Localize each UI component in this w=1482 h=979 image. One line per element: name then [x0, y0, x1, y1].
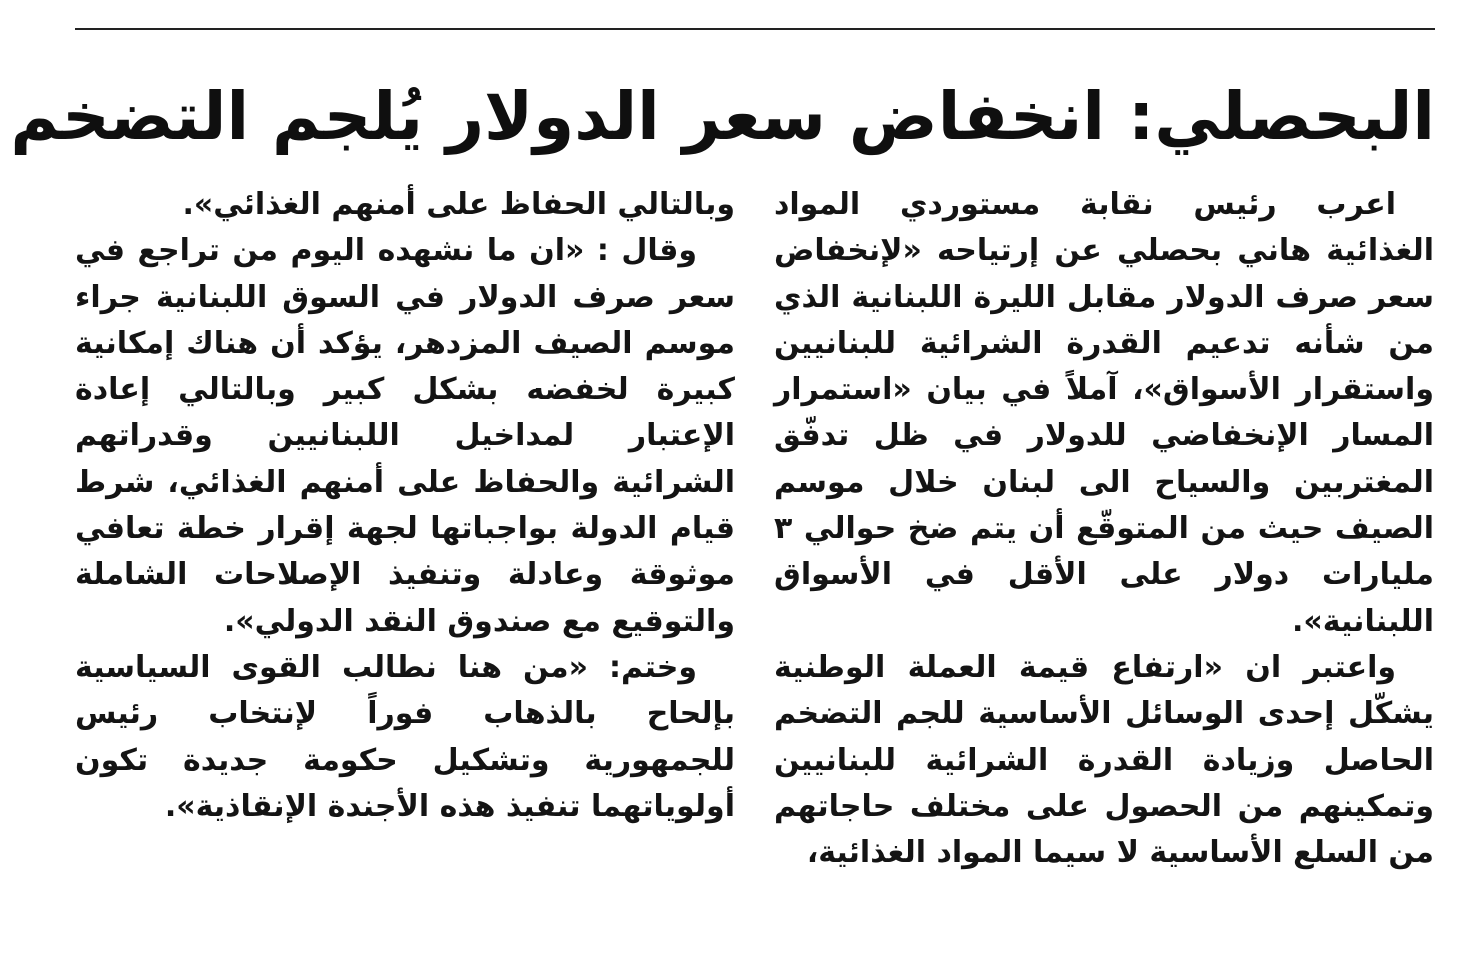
paragraph: وبالتالي الحفاظ على أمنهم الغذائي». — [182, 187, 735, 222]
article-column-right — [774, 182, 1434, 876]
paragraph: اعرب رئيس نقابة مستوردي المواد الغذائية هاني بحصلي عن إرتياحه «لإنخفاض سعر صرف الدولار مقابل الليرة اللبنانية الذي من شأنه تدعيم القدرة الشرائية للبنانيين واستقرار الأسواق»، آملاً في بيان «استمرار المسار الإنخفاضي للدولار في ظل تدفّق المغتربين والسياح الى لبنان خلال موسم الصيف حيث من المتوقّع أن يتم ضخ حوالي ٣ مليارات دولار على الأقل في الأسواق اللبنانية». — [774, 187, 1434, 639]
paragraph: وختم: «من هنا نطالب القوى السياسية بإلحاح بالذهاب فوراً لإنتخاب رئيس للجمهورية وتشكيل حكومة جديدة تكون أولوياتهما تنفيذ هذه الأجندة الإنقاذية». — [75, 649, 735, 824]
paragraph: وقال : «ان ما نشهده اليوم من تراجع في سعر صرف الدولار في السوق اللبنانية جراء موسم الصيف المزدهر، يؤكد أن هناك إمكانية كبيرة لخفضه بشكل كبير وبالتالي إعادة الإعتبار لمداخيل اللبنانيين وقدراتهم الشرائية والحفاظ على أمنهم الغذائي، شرط قيام الدولة بواجباتها لجهة إقرار خطة تعافي موثوقة وعادلة وتنفيذ الإصلاحات الشاملة والتوقيع مع صندوق النقد الدولي». — [75, 233, 735, 639]
article-headline: البحصلي: انخفاض سعر الدولار يُلجم التضخم — [10, 78, 1435, 155]
top-divider — [75, 28, 1435, 30]
paragraph: واعتبر ان «ارتفاع قيمة العملة الوطنية يشكّل إحدى الوسائل الأساسية للجم التضخم الحاصل وزيادة القدرة الشرائية للبنانيين وتمكينهم من الحصول على مختلف حاجاتهم من السلع الأساسية لا سيما المواد الغذائية، — [774, 649, 1434, 871]
article-column-left — [75, 182, 735, 830]
